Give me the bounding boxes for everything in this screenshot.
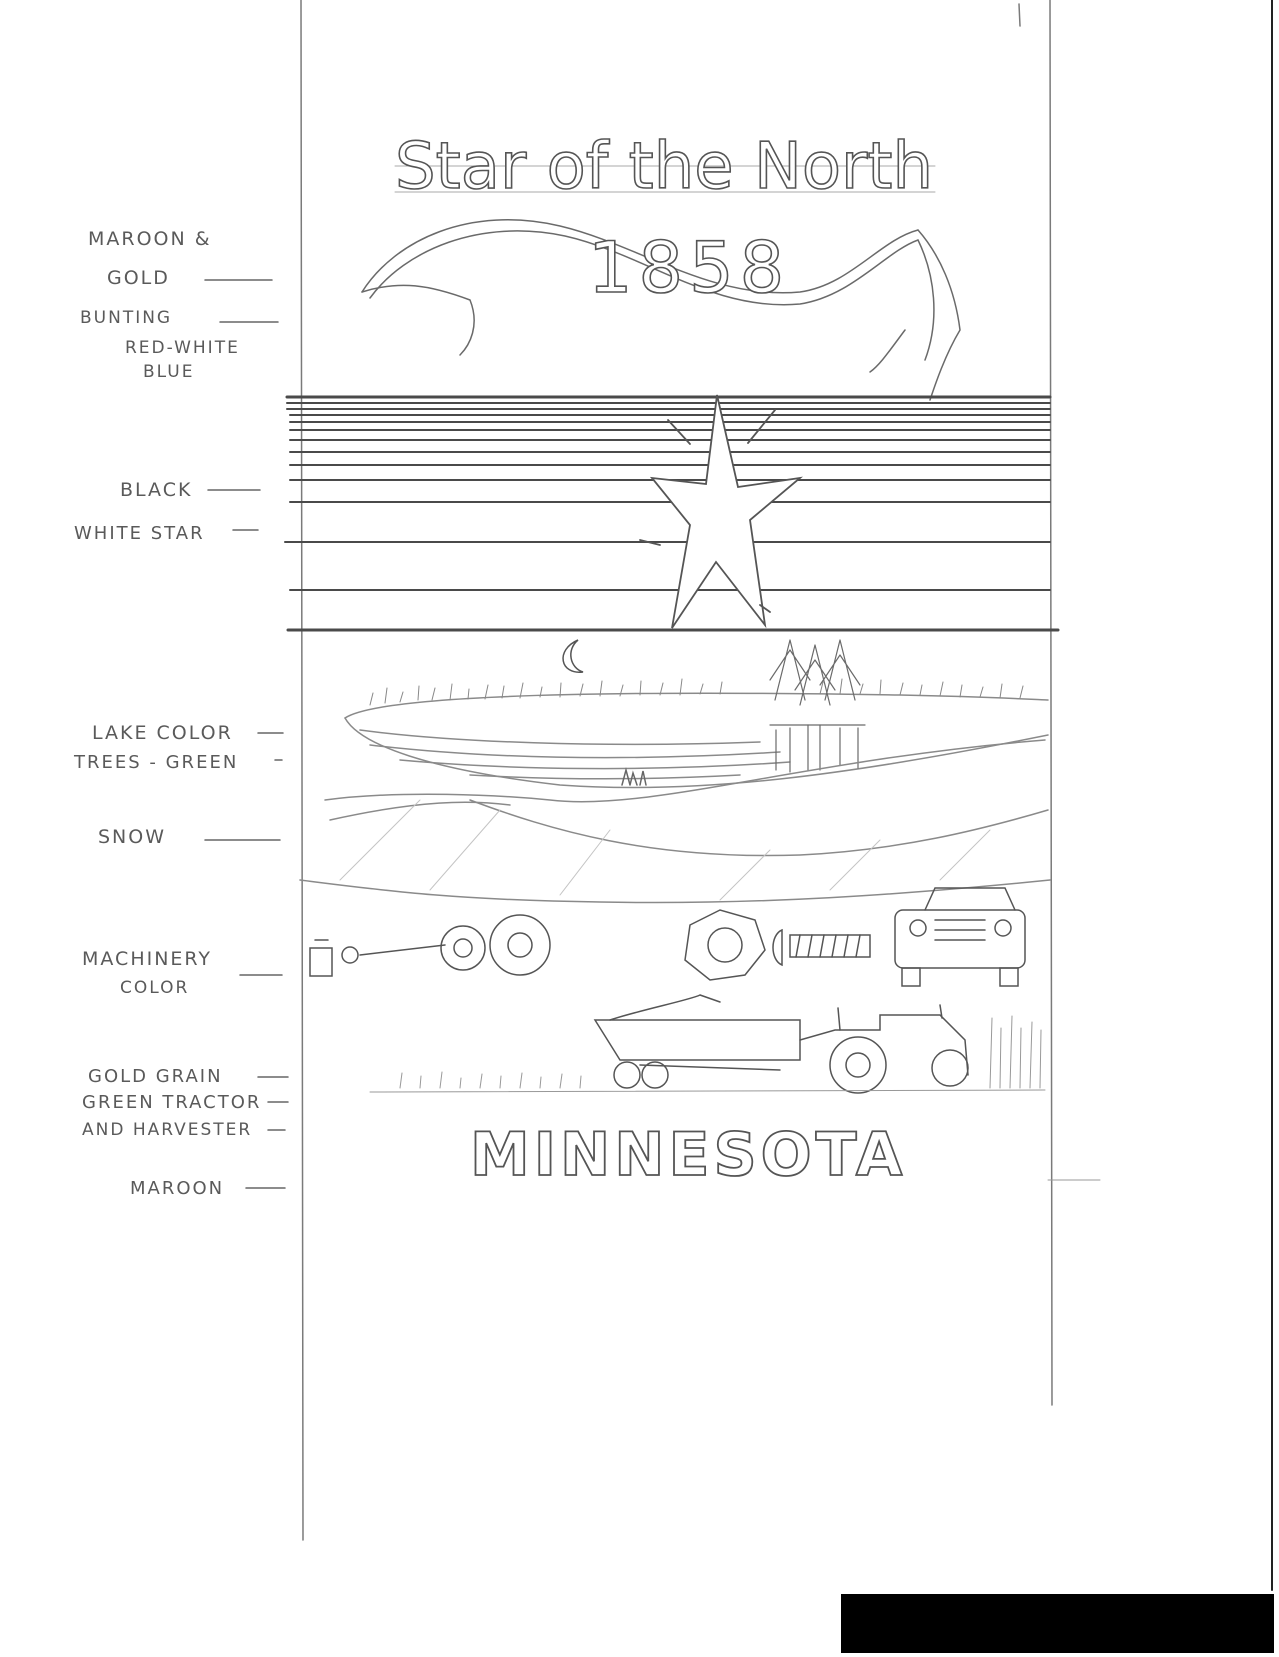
- note-bunting-line1: BUNTING: [80, 308, 173, 328]
- lake-shape: [345, 693, 1048, 787]
- note-white-star: WHITE STAR: [74, 523, 205, 544]
- design-year: 1858: [588, 227, 791, 309]
- note-bunting-line2: RED-WHITE: [125, 338, 240, 358]
- crescent-moon-icon: [563, 640, 583, 672]
- shore-grass: [370, 679, 1023, 705]
- note-green-tractor: GREEN TRACTOR: [82, 1092, 262, 1113]
- black-redaction-bar: [841, 1594, 1274, 1653]
- black-band-lines: [285, 397, 1058, 630]
- note-and-harvester: AND HARVESTER: [82, 1120, 253, 1140]
- note-snow: SNOW: [98, 826, 167, 848]
- deer-figures: [622, 770, 646, 785]
- note-maroon-gold-line2: GOLD: [107, 267, 170, 289]
- note-black: BLACK: [120, 479, 193, 501]
- frame-right-line: [1050, 0, 1052, 1405]
- note-maroon: MAROON: [130, 1178, 225, 1199]
- note-maroon-gold-line1: MAROON &: [88, 228, 212, 250]
- note-lake-color: LAKE COLOR: [92, 722, 233, 744]
- note-gold-grain: GOLD GRAIN: [88, 1066, 223, 1087]
- grain-field: [370, 1016, 1045, 1092]
- state-name: MINNESOTA: [470, 1120, 907, 1190]
- note-machinery-line1: MACHINERY: [82, 948, 213, 970]
- frame-left-line: [301, 0, 303, 1540]
- note-bunting-line3: BLUE: [143, 362, 195, 382]
- snow-hills: [300, 740, 1050, 903]
- tractor-harvester: [595, 995, 968, 1093]
- tick-mark: [1019, 4, 1020, 26]
- note-trees-green: TREES - GREEN: [74, 752, 239, 773]
- design-title: Star of the North: [395, 130, 933, 204]
- note-machinery-line2: COLOR: [120, 978, 190, 998]
- pine-trees: [770, 640, 865, 772]
